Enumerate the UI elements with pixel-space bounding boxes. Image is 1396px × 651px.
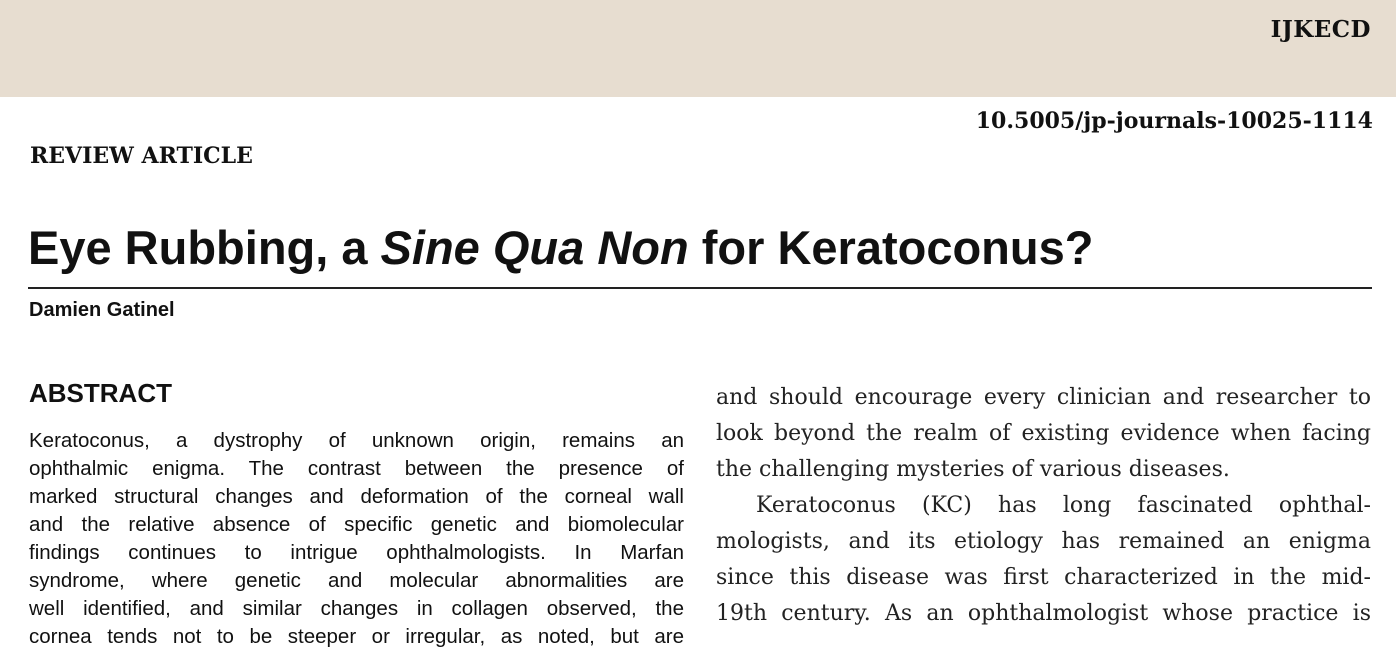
abstract-line: Keratoconus, a dystrophy of unknown origin, remains an [29,429,684,452]
abstract-line: ophthalmic enigma. The contrast between the presence of [29,457,684,480]
body-line: since this disease was first characterized in the mid- [716,565,1371,590]
title-part-1: Eye Rubbing, a [28,221,381,274]
title-italic: Sine Qua Non [380,221,689,274]
doi-label: 10.5005/jp-journals-10025-1114 [975,108,1373,134]
abstract-line: marked structural changes and deformation of the corneal wall [29,485,684,508]
abstract-line: findings continues to intrigue ophthalmologists. In Marfan [29,541,684,564]
body-line: the challenging mysteries of various diseases. [716,457,1230,482]
title-rule [28,287,1372,289]
abstract-text [29,427,684,651]
article-type: REVIEW ARTICLE [30,143,253,169]
abstract-line: cornea tends not to be steeper or irregular, as noted, but are [29,625,684,648]
article-title [28,220,1093,276]
abstract-line: well identified, and similar changes in collagen observed, the [29,597,684,620]
title-part-2: for Keratoconus? [688,221,1094,274]
body-line: 19th century. As an ophthalmologist whose practice is [716,601,1371,626]
body-line: Keratoconus (KC) has long fascinated ophthal- [756,493,1371,518]
body-text-column [716,380,1371,632]
abstract-heading: ABSTRACT [29,378,172,408]
author-name: Damien Gatinel [29,299,175,321]
body-line: look beyond the realm of existing evidence when facing [716,421,1371,446]
abstract-line: syndrome, where genetic and molecular abnormalities are [29,569,684,592]
journal-abbreviation: IJKECD [1270,16,1371,43]
journal-header-band [0,0,1396,97]
abstract-line: and the relative absence of specific genetic and biomolecular [29,513,684,536]
body-line: and should encourage every clinician and researcher to [716,385,1371,410]
body-line: mologists, and its etiology has remained an enigma [716,529,1371,554]
